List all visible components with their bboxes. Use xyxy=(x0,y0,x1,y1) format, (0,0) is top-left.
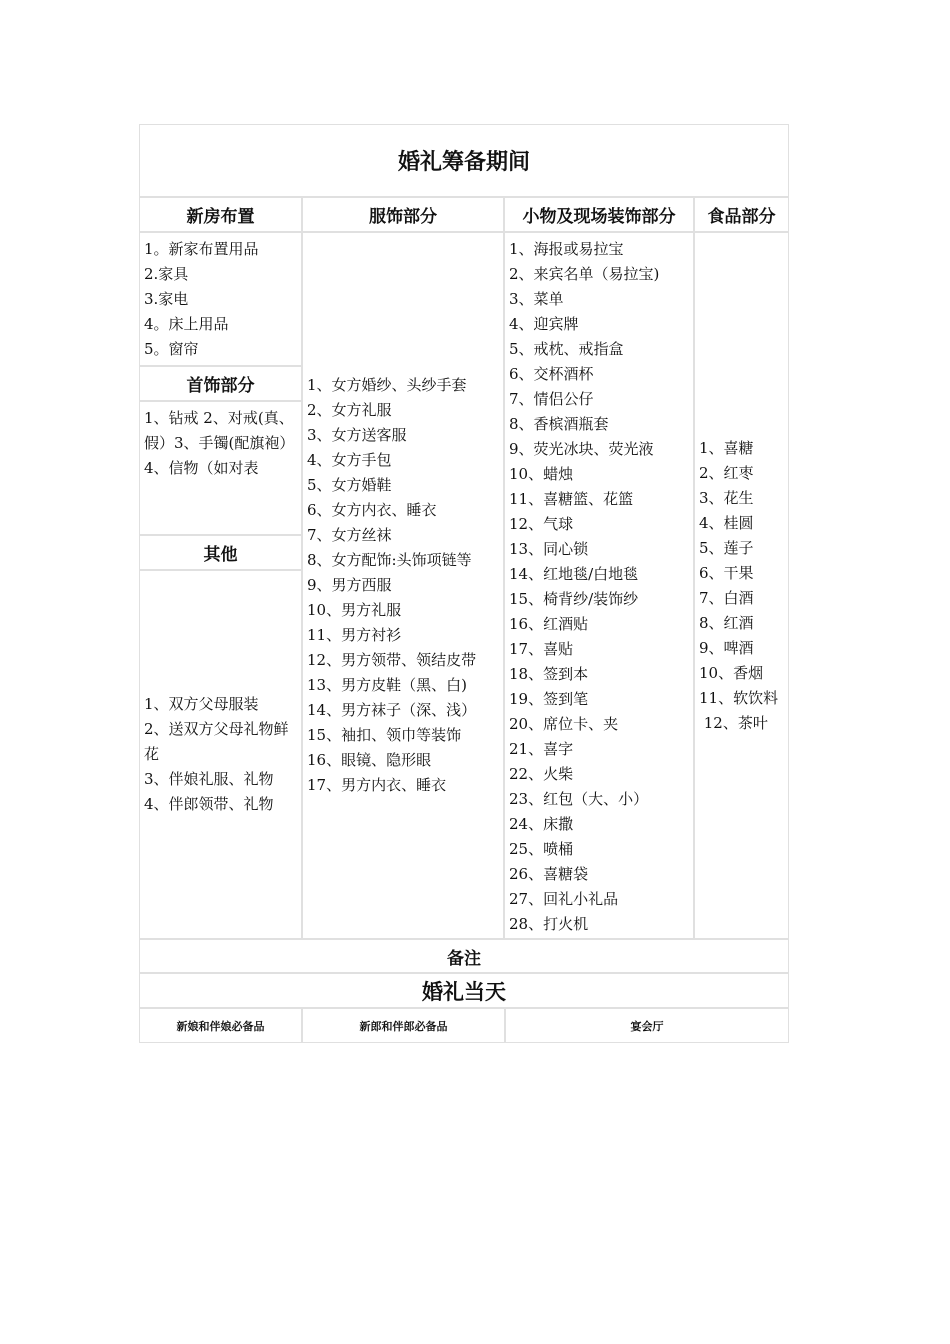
banquet-hall-header: 宴会厅 xyxy=(505,1008,789,1043)
decor-list xyxy=(504,232,694,939)
list-item: 3、菜单 xyxy=(509,290,564,308)
header-food: 食品部分 xyxy=(694,197,789,232)
list-item: 2、送双方父母礼物鲜花 xyxy=(144,720,289,763)
new-home-list xyxy=(139,232,302,366)
groom-essentials-header: 新郎和伴郎必备品 xyxy=(302,1008,505,1043)
list-item: 3.家电 xyxy=(144,290,189,308)
list-item: 6、女方内衣、睡衣 xyxy=(307,501,437,519)
list-item: 11、喜糖篮、花篮 xyxy=(509,490,634,508)
wedding-day-title: 婚礼当天 xyxy=(139,973,789,1008)
list-item: 21、喜字 xyxy=(509,740,574,758)
list-item: 3、伴娘礼服、礼物 xyxy=(144,770,274,788)
list-item: 6、交杯酒杯 xyxy=(509,365,594,383)
list-item: 15、袖扣、领巾等装饰 xyxy=(307,726,462,744)
remarks-row: 备注 xyxy=(139,939,789,973)
list-item: 2、来宾名单（易拉宝) xyxy=(509,265,660,283)
header-new-home: 新房布置 xyxy=(139,197,302,232)
wedding-checklist-table xyxy=(139,124,789,1043)
list-item: 8、香槟酒瓶套 xyxy=(509,415,609,433)
page-title: 婚礼筹备期间 xyxy=(139,124,789,197)
list-item: 1、喜糖 xyxy=(699,438,754,457)
list-item: 10、蜡烛 xyxy=(509,465,574,483)
other-list xyxy=(139,570,302,939)
list-item: 12、男方领带、领结皮带 xyxy=(307,651,477,669)
list-item: 2、红枣 xyxy=(699,463,754,482)
food-list xyxy=(694,232,789,939)
list-item: 24、床撒 xyxy=(509,815,574,833)
list-item: 17、男方内衣、睡衣 xyxy=(307,776,447,794)
list-item: 1、海报或易拉宝 xyxy=(509,240,624,258)
list-item: 8、红酒 xyxy=(699,613,754,632)
list-item: 1。新家布置用品 xyxy=(144,240,259,258)
list-item: 2、女方礼服 xyxy=(307,401,392,419)
header-clothing: 服饰部分 xyxy=(302,197,504,232)
list-item: 7、女方丝袜 xyxy=(307,526,392,544)
list-item: 16、眼镜、隐形眼 xyxy=(307,751,432,769)
list-item: 17、喜贴 xyxy=(509,640,574,658)
header-decor: 小物及现场装饰部分 xyxy=(504,197,694,232)
list-item: 5、莲子 xyxy=(699,538,754,557)
header-jewelry: 首饰部分 xyxy=(139,366,302,401)
list-item: 15、椅背纱/装饰纱 xyxy=(509,590,639,608)
header-other: 其他 xyxy=(139,535,302,570)
list-item: 3、女方送客服 xyxy=(307,426,407,444)
list-item: 1、双方父母服装 xyxy=(144,695,259,713)
list-item: 12、茶叶 xyxy=(699,713,768,732)
list-item: 23、红包（大、小） xyxy=(509,790,649,808)
list-item: 4。床上用品 xyxy=(144,315,229,333)
list-item: 3、花生 xyxy=(699,488,754,507)
list-item: 25、喷桶 xyxy=(509,840,574,858)
list-item: 27、回礼小礼品 xyxy=(509,890,619,908)
list-item: 5。窗帘 xyxy=(144,340,199,358)
list-item: 16、红酒贴 xyxy=(509,615,589,633)
jewelry-list xyxy=(139,401,302,535)
list-item: 6、干果 xyxy=(699,563,754,582)
list-item: 10、男方礼服 xyxy=(307,601,402,619)
list-item: 11、男方衬衫 xyxy=(307,626,402,644)
list-item: 1、女方婚纱、头纱手套 xyxy=(307,376,467,394)
list-item: 10、香烟 xyxy=(699,663,764,682)
list-item: 7、情侣公仔 xyxy=(509,390,594,408)
list-item: 13、同心锁 xyxy=(509,540,589,558)
clothing-list xyxy=(302,232,504,939)
list-item: 4、桂圆 xyxy=(699,513,754,532)
list-item: 20、席位卡、夹 xyxy=(509,715,619,733)
jewelry-text: 1、钻戒 2、对戒(真、假）3、手镯(配旗袍）4、信物（如对表 xyxy=(144,409,295,477)
list-item: 28、打火机 xyxy=(509,915,589,933)
list-item: 9、男方西服 xyxy=(307,576,392,594)
list-item: 4、迎宾牌 xyxy=(509,315,579,333)
list-item: 13、男方皮鞋（黑、白) xyxy=(307,676,467,694)
list-item: 18、签到本 xyxy=(509,665,589,683)
list-item: 4、伴郎领带、礼物 xyxy=(144,795,274,813)
list-item: 14、红地毯/白地毯 xyxy=(509,565,639,583)
list-item: 9、啤酒 xyxy=(699,638,754,657)
list-item: 5、女方婚鞋 xyxy=(307,476,392,494)
list-item: 22、火柴 xyxy=(509,765,574,783)
list-item: 14、男方袜子（深、浅） xyxy=(307,701,477,719)
list-item: 2.家具 xyxy=(144,265,189,283)
list-item: 9、荧光冰块、荧光液 xyxy=(509,440,654,458)
list-item: 26、喜糖袋 xyxy=(509,865,589,883)
list-item: 8、女方配饰:头饰项链等 xyxy=(307,551,472,569)
bride-essentials-header: 新娘和伴娘必备品 xyxy=(139,1008,302,1043)
list-item: 11、软饮料 xyxy=(699,688,779,707)
list-item: 4、女方手包 xyxy=(307,451,392,469)
list-item: 12、气球 xyxy=(509,515,574,533)
list-item: 7、白酒 xyxy=(699,588,754,607)
list-item: 19、签到笔 xyxy=(509,690,589,708)
list-item: 5、戒枕、戒指盒 xyxy=(509,340,624,358)
